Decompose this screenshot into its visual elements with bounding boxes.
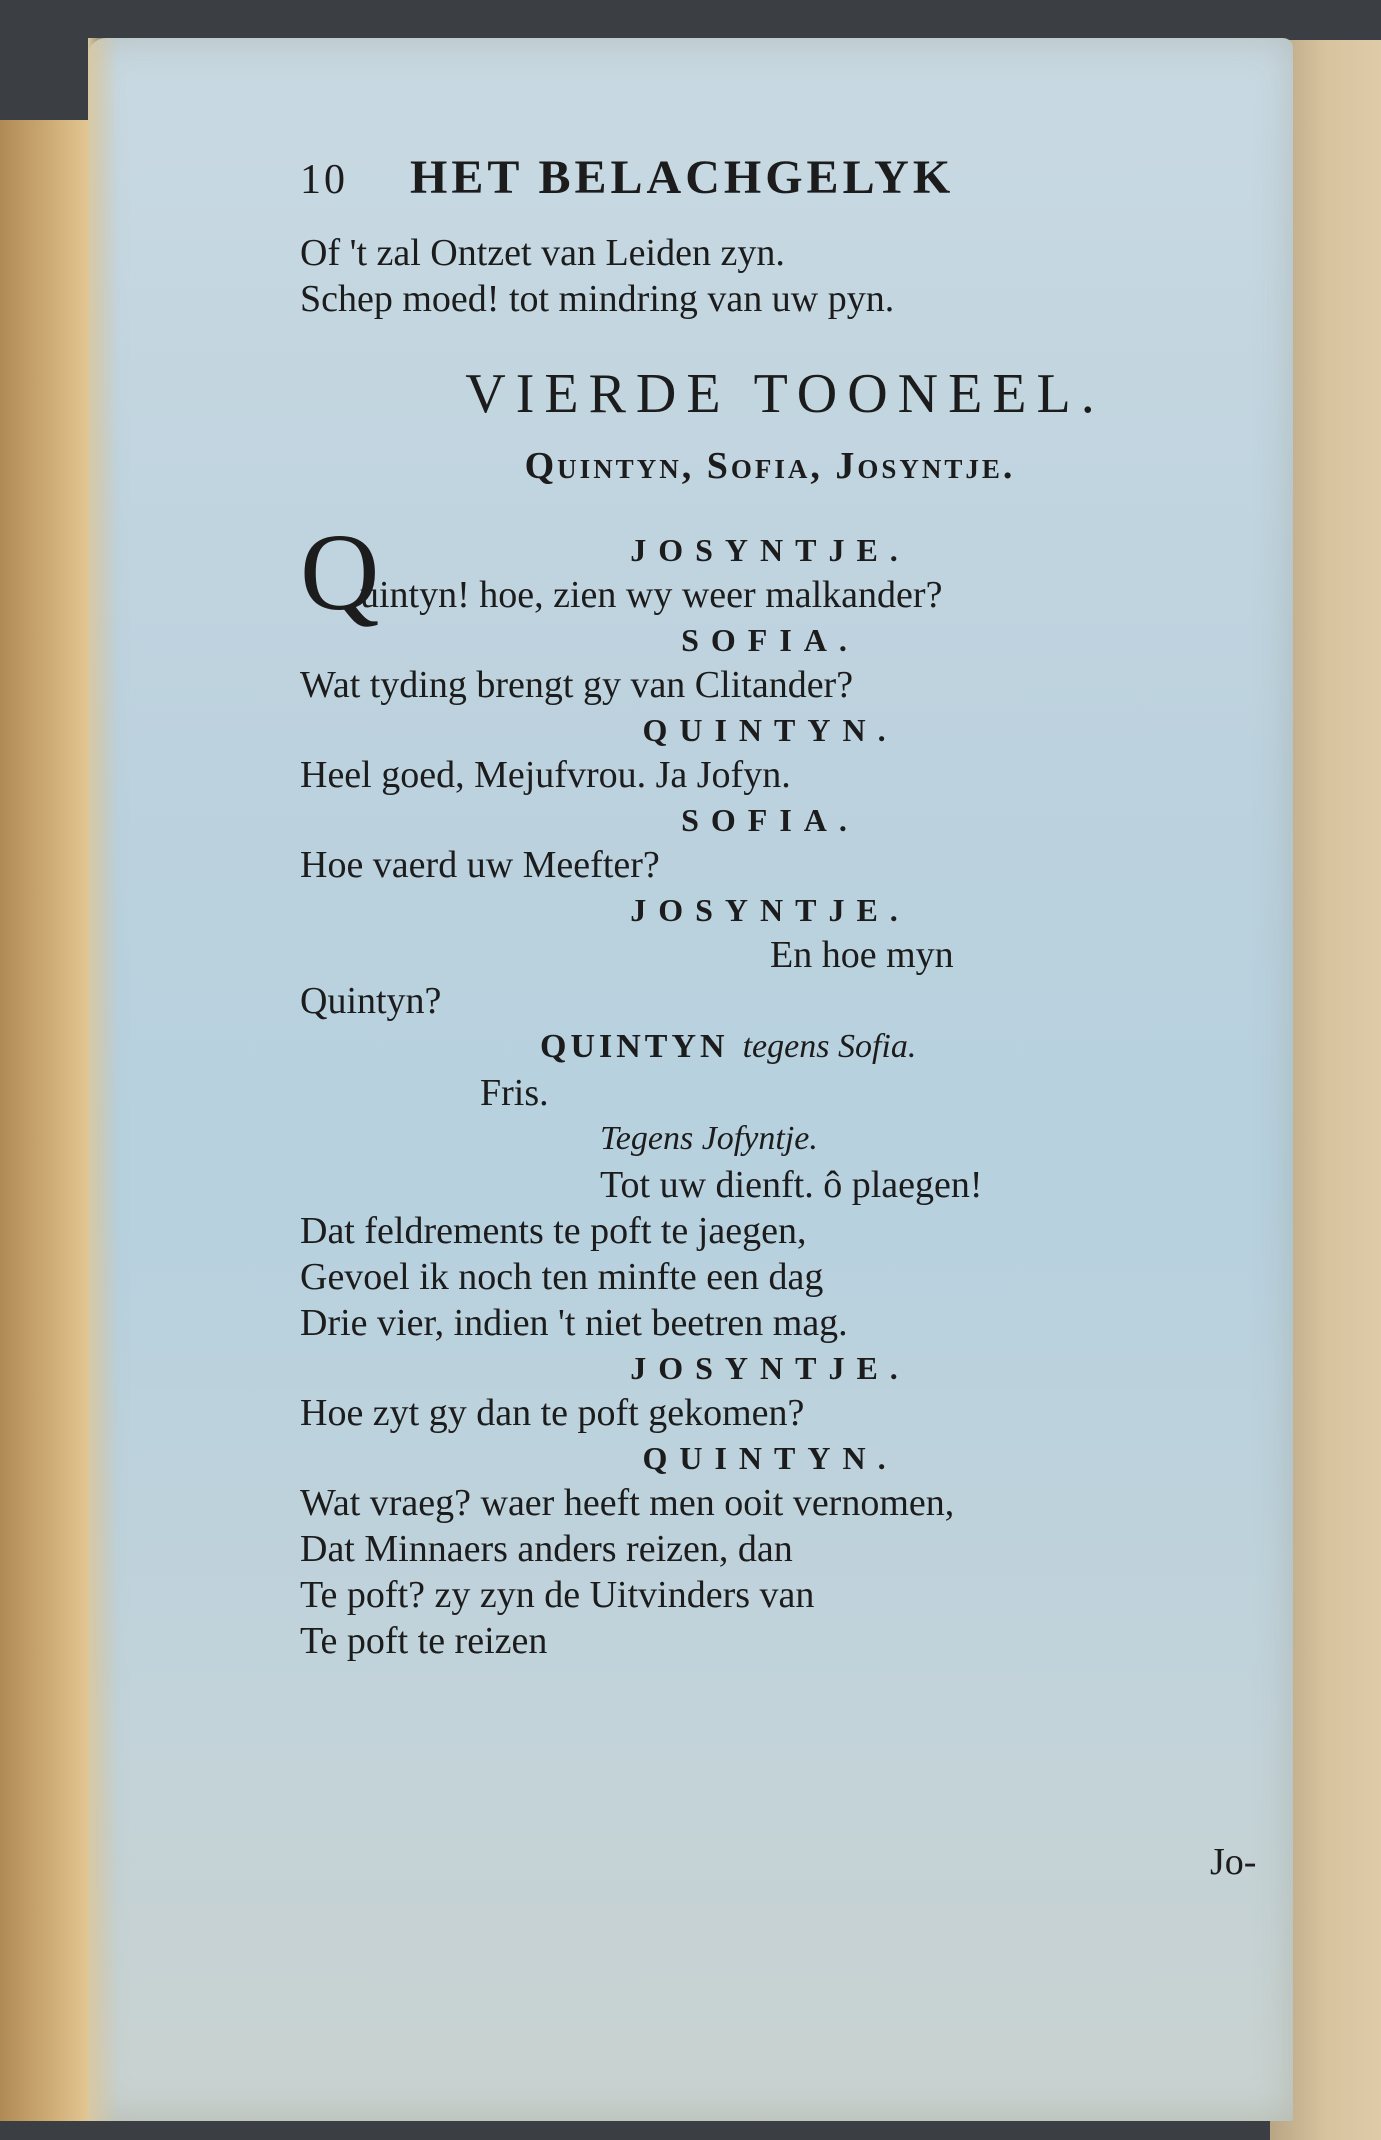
speaker-name: QUINTYN. — [642, 1440, 898, 1476]
cast-list: Quintyn, Sofia, Josyntje. — [524, 445, 1016, 487]
speaker-name: JOSYNTJE. — [630, 892, 910, 928]
speaker-name: JOSYNTJE. — [630, 532, 910, 568]
verse-line: Dat feldrements te poft te jaegen, — [300, 1210, 807, 1252]
verse-line: Hoe zyt gy dan te poft gekomen? — [300, 1392, 805, 1434]
verse-line: Fris. — [480, 1072, 549, 1114]
speaker-name: QUINTYN — [540, 1028, 729, 1065]
verse-line: Of 't zal Ontzet van Leiden zyn. — [300, 232, 785, 274]
direction-text: tegens Sofia. — [742, 1028, 917, 1065]
stage-direction — [300, 1024, 1240, 1070]
left-book-edge — [0, 120, 95, 2121]
scene-title: VIERDE TOONEEL. — [465, 363, 1105, 425]
verse-line: Wat vraeg? waer heeft men ooit vernomen, — [300, 1482, 955, 1524]
verse-line: Tot uw dienft. ô plaegen! — [600, 1164, 983, 1206]
verse-line: Te poft? zy zyn de Uitvinders van — [300, 1574, 815, 1616]
drop-capital: Q — [300, 511, 380, 633]
verse-line: Quintyn? — [300, 980, 442, 1022]
verse-line: uintyn! hoe, zien wy weer malkander? — [360, 574, 943, 616]
page-number: 10 — [300, 157, 348, 203]
speaker-name: SOFIA. — [681, 802, 859, 838]
verse-line: Wat tyding brengt gy van Clitander? — [300, 664, 854, 706]
speaker-name: QUINTYN. — [642, 712, 898, 748]
stage-direction: Tegens Jofyntje. — [600, 1120, 818, 1157]
verse-line: Hoe vaerd uw Meefter? — [300, 844, 660, 886]
first-speech — [300, 511, 1240, 633]
verse-line: Dat Minnaers anders reizen, dan — [300, 1528, 793, 1570]
page-text — [300, 150, 1240, 1664]
speaker-name: SOFIA. — [681, 622, 859, 658]
verse-line: Heel goed, Mejufvrou. Ja Jofyn. — [300, 754, 791, 796]
catchword: Jo- — [1210, 1841, 1257, 1883]
page-header — [300, 150, 1240, 230]
verse-line: En hoe myn — [770, 934, 954, 976]
verse-line: Drie vier, indien 't niet beetren mag. — [300, 1302, 848, 1344]
speaker-name: JOSYNTJE. — [630, 1350, 910, 1386]
running-title: HET BELACHGELYK — [410, 151, 955, 204]
verse-line: Te poft te reizen — [300, 1620, 548, 1662]
page-gutter — [88, 38, 118, 2121]
verse-line: Gevoel ik noch ten minfte een dag — [300, 1256, 824, 1298]
verse-line: Schep moed! tot mindring van uw pyn. — [300, 278, 895, 320]
